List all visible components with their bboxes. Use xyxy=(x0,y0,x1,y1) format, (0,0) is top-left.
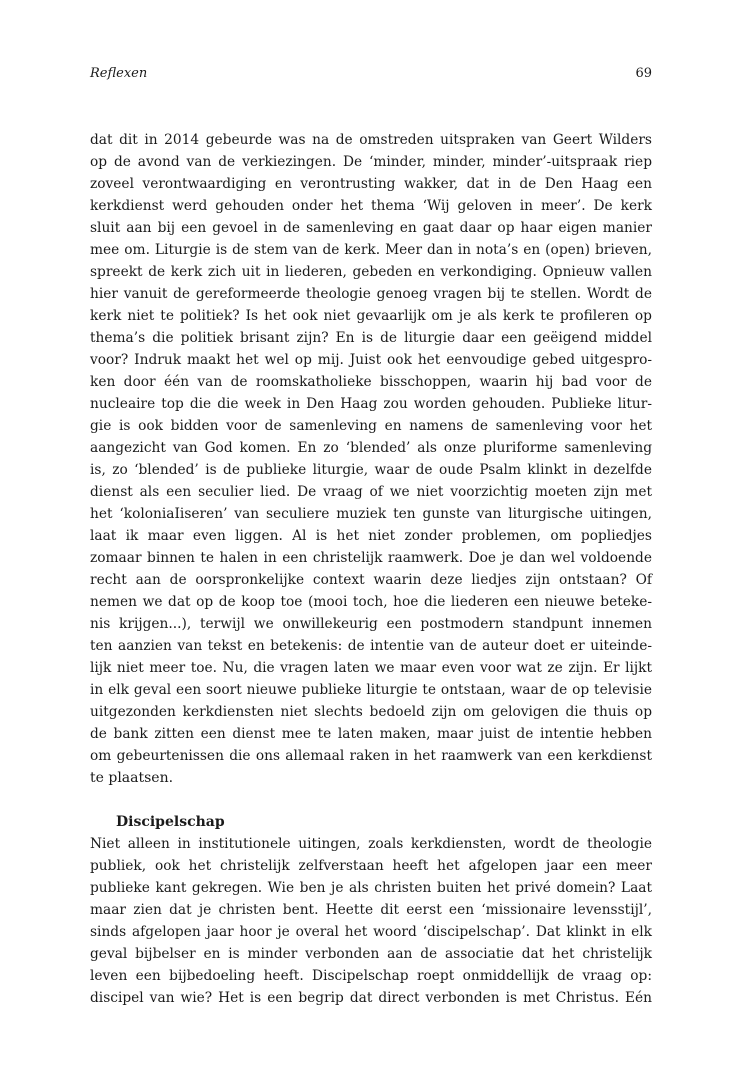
paragraph-1 xyxy=(90,129,652,789)
text-line: ken door één van de roomskatholieke bisschoppen, waarin hij bad voor de xyxy=(90,374,652,390)
text-line: geval bijbelser en is minder verbonden aan de associatie dat het christelijk xyxy=(90,946,652,962)
text-line: nemen we dat op de koop toe (mooi toch, hoe die liederen een nieuwe beteke- xyxy=(90,594,652,610)
text-line: voor? Indruk maakt het wel op mij. Juist ook het eenvoudige gebed uitgespro- xyxy=(90,352,652,368)
text-line: nucleaire top die die week in Den Haag zou worden gehouden. Publieke litur- xyxy=(90,396,652,412)
text-line: publiek, ook het christelijk zelfverstaan heeft het afgelopen jaar een meer xyxy=(90,858,652,874)
text-line: hier vanuit de gereformeerde theologie genoeg vragen bij te stellen. Wordt de xyxy=(90,286,652,302)
text-line: thema’s die politiek brisant zijn? En is de liturgie daar een geëigend middel xyxy=(90,330,652,346)
page-header xyxy=(90,66,652,81)
text-line: te plaatsen. xyxy=(90,770,174,786)
text-line: ten aanzien van tekst en betekenis: de intentie van de auteur doet er uiteinde- xyxy=(90,638,652,654)
text-line: zomaar binnen te halen in een christelijk raamwerk. Doe je dan wel voldoende xyxy=(90,550,652,566)
text-line: op de avond van de verkiezingen. De ‘minder, minder, minder’-uitspraak riep xyxy=(90,154,652,170)
text-line: gie is ook bidden voor de samenleving en namens de samenleving voor het xyxy=(90,418,652,434)
page-number: 69 xyxy=(635,66,652,81)
text-line: discipel van wie? Het is een begrip dat direct verbonden is met Christus. Eén xyxy=(90,990,652,1006)
text-line: om gebeurtenissen die ons allemaal raken in het raamwerk van een kerkdienst xyxy=(90,748,652,764)
section-heading: Discipelschap xyxy=(116,814,225,830)
text-line: lijk niet meer toe. Nu, die vragen laten we maar even voor wat ze zijn. Er lijkt xyxy=(90,660,652,676)
text-line: nis krijgen...), terwijl we onwillekeurig een postmodern standpunt innemen xyxy=(90,616,652,632)
text-line: kerk niet te politiek? Is het ook niet gevaarlijk om je als kerk te profileren op xyxy=(90,308,652,324)
text-line: zoveel verontwaardiging en verontrusting wakker, dat in de Den Haag een xyxy=(90,176,652,192)
text-line: dat dit in 2014 gebeurde was na de omstreden uitspraken van Geert Wilders xyxy=(90,132,652,148)
text-line: kerkdienst werd gehouden onder het thema ‘Wij geloven in meer’. De kerk xyxy=(90,198,652,214)
text-line: het ‘koloniaIiseren’ van seculiere muziek ten gunste van liturgische uitingen, xyxy=(90,506,652,522)
paragraph-gap xyxy=(90,789,652,811)
text-line: dienst als een seculier lied. De vraag of we niet voorzichtig moeten zijn met xyxy=(90,484,652,500)
text-line: sinds afgelopen jaar hoor je overal het woord ‘discipelschap’. Dat klinkt in elk xyxy=(90,924,652,940)
text-line: publieke kant gekregen. Wie ben je als christen buiten het privé domein? Laat xyxy=(90,880,652,896)
text-line: is, zo ‘blended’ is de publieke liturgie, waar de oude Psalm klinkt in dezelfde xyxy=(90,462,652,478)
text-line: in elk geval een soort nieuwe publieke liturgie te ontstaan, waar de op televisie xyxy=(90,682,652,698)
text-line: de bank zitten een dienst mee te laten maken, maar juist de intentie hebben xyxy=(90,726,652,742)
text-line: sluit aan bij een gevoel in de samenleving en gaat daar op haar eigen manier xyxy=(90,220,652,236)
text-line: mee om. Liturgie is de stem van de kerk. Meer dan in nota’s en (open) brieven, xyxy=(90,242,652,258)
running-title: Reflexen xyxy=(90,66,148,81)
text-line: Niet alleen in institutionele uitingen, zoals kerkdiensten, wordt de theologie xyxy=(90,836,652,852)
text-line: laat ik maar even liggen. Al is het niet zonder problemen, om popliedjes xyxy=(90,528,652,544)
page-body xyxy=(90,129,652,1009)
text-line: leven een bijbedoeling heeft. Discipelschap roept onmiddellijk de vraag op: xyxy=(90,968,652,984)
text-line: recht aan de oorspronkelijke context waarin deze liedjes zijn ontstaan? Of xyxy=(90,572,652,588)
text-line: aangezicht van God komen. En zo ‘blended’ als onze pluriforme samenleving xyxy=(90,440,652,456)
text-line: maar zien dat je christen bent. Heette dit eerst een ‘missionaire levensstijl’, xyxy=(90,902,652,918)
text-line: uitgezonden kerkdiensten niet slechts bedoeld zijn om gelovigen die thuis op xyxy=(90,704,652,720)
text-line: spreekt de kerk zich uit in liederen, gebeden en verkondiging. Opnieuw vallen xyxy=(90,264,652,280)
paragraph-2 xyxy=(90,833,652,1009)
